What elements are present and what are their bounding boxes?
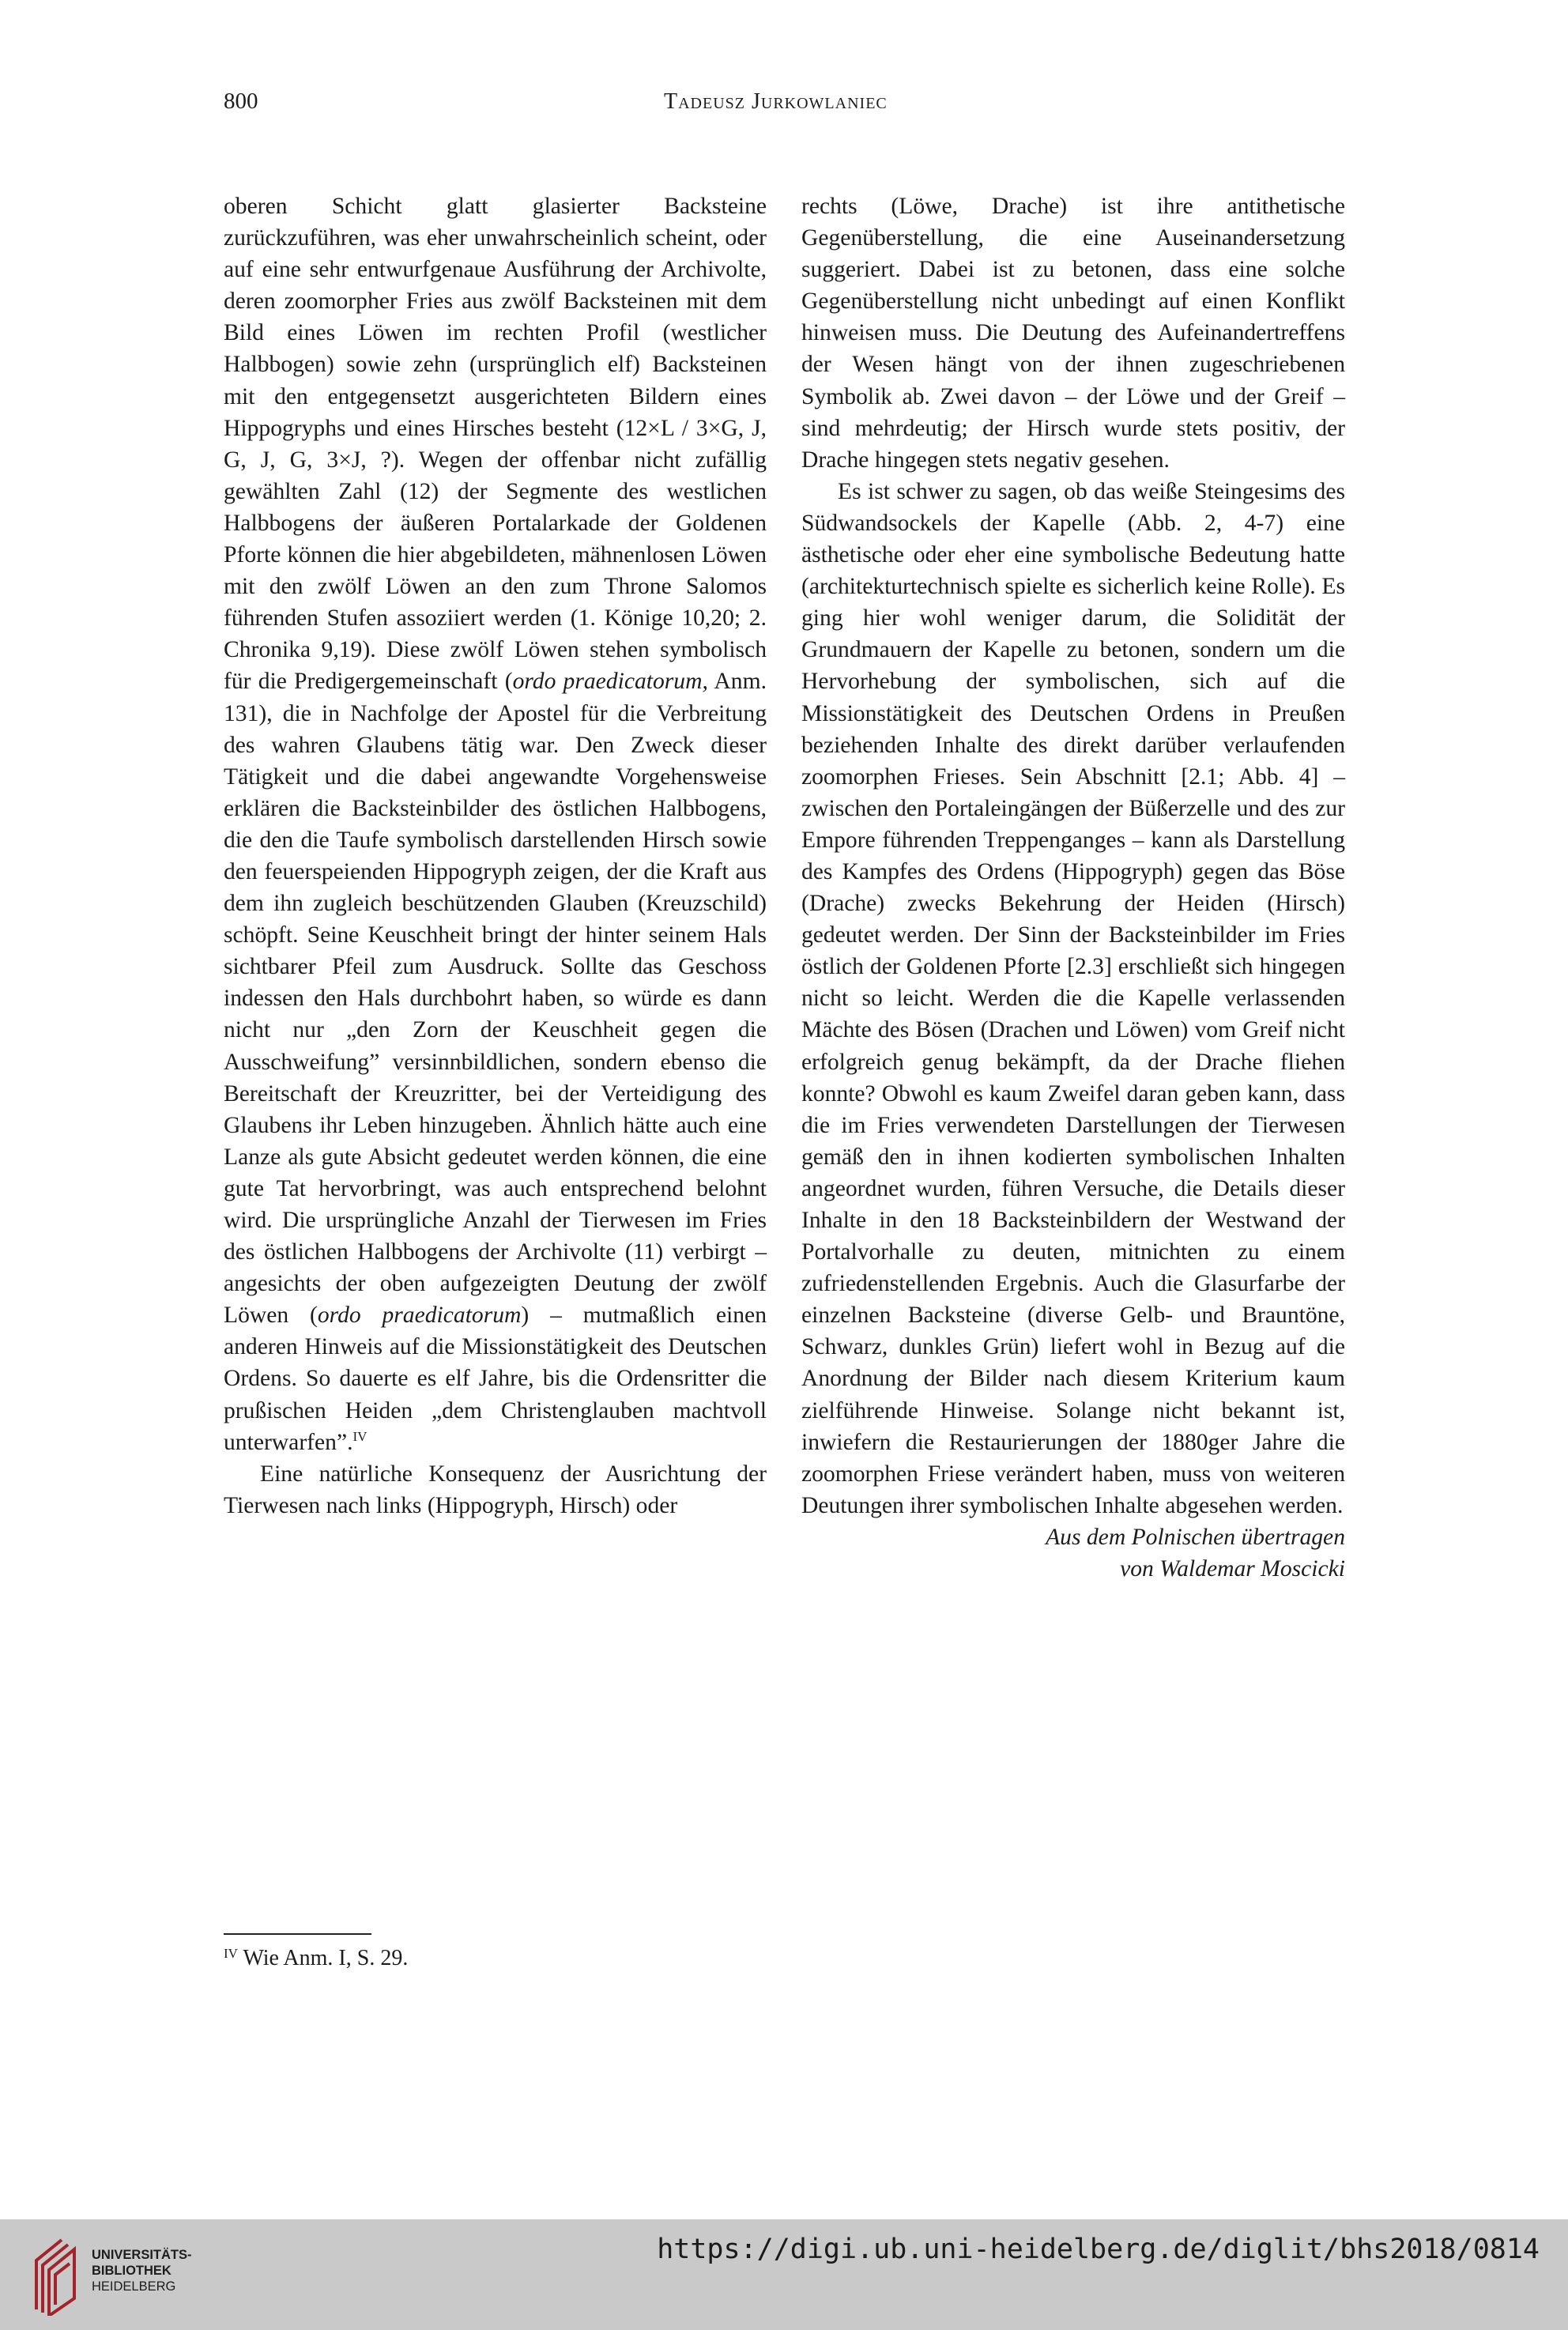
- left-p1-italic-ordo-2: ordo praedicatorum: [317, 1303, 522, 1329]
- translation-credit: [801, 1521, 1345, 1585]
- translation-credit-line-1: Aus dem Polnischen übertragen: [1046, 1524, 1345, 1550]
- permalink-url[interactable]: https://digi.ub.uni-heidelberg.de/diglit/bhs2018/0814: [657, 2234, 1540, 2265]
- translation-credit-line-2: von Waldemar Moscicki: [1120, 1556, 1345, 1582]
- logo-line-2: BIBLIOTHEK: [92, 2264, 172, 2278]
- left-p1-text-c: ) – mutmaßlich einen anderen Hinweis auf die Missionstätigkeit des Deutschen Ordens. So dauerte es elf Jahre, bis die Ordensritter die prußischen Heiden „dem Christenglauben machtvoll unterwarfen”.: [224, 1303, 767, 1455]
- logo-line-3: HEIDELBERG: [92, 2279, 176, 2294]
- running-head-author: Tadeusz Jurkowlaniec: [664, 89, 888, 114]
- footnote-mark: IV: [224, 1946, 238, 1961]
- footnote-text: Wie Anm. I, S. 29.: [237, 1946, 409, 1970]
- footnote: [224, 1946, 408, 1971]
- library-logo-icon[interactable]: [32, 2234, 82, 2316]
- logo-line-1: UNIVERSITÄTS-: [92, 2248, 192, 2262]
- footnote-divider: [224, 1933, 371, 1935]
- left-p1-text-a: oberen Schicht glatt glasierter Backsteine zurückzuführen, was eher unwahrscheinlich scheint, oder auf eine sehr entwurfgenaue Ausführung der Archivolte, deren zoomorpher Fries aus zwölf Backsteinen mit dem Bild eines Löwen im rechten Profil (westlicher Halbbogen) sowie zehn (ursprünglich elf) Backsteinen mit den entgegensetzt ausgerichteten Bildern eines Hippogryphs und eines Hirsches besteht (12×L / 3×G, J, G, J, G, 3×J, ?). Wegen der offenbar nicht zufällig gewählten Zahl (12) der Segmente des westlichen Halbbogens der äußeren Portalarkade der Goldenen Pforte können die hier abgebildeten, mähnenlosen Löwen mit den zwölf Löwen an den zum Throne Salomos führenden Stufen assoziiert werden (1. Könige 10,20; 2. Chronika 9,19). Diese zwölf Löwen stehen symbolisch für die Predigergemeinschaft (: [224, 194, 767, 695]
- left-column: [224, 190, 767, 1521]
- left-paragraph-2: Eine natürliche Konsequenz der Ausrichtung der Tierwesen nach links (Hippogryph, Hirsch) oder: [224, 1461, 767, 1518]
- library-logo-text: [92, 2247, 192, 2294]
- left-p1-italic-ordo-1: ordo praedicatorum,: [512, 669, 708, 695]
- left-p1-text-b: Anm. 131), die in Nachfolge der Apostel für die Verbreitung des wahren Glaubens tätig war. Den Zweck dieser Tätigkeit und die dabei angewandte Vorgehensweise erklären die Backsteinbilder des östlichen Halbbogens, die den die Taufe symbolisch darstellenden Hirsch sowie den feuerspeienden Hippogryph zeigen, der die Kraft aus dem ihn zugleich beschützenden Glauben (Kreuzschild) schöpft. Seine Keuschheit bringt der hinter seinem Hals sichtbarer Pfeil zum Ausdruck. Sollte das Geschoss indessen den Hals durchbohrt haben, so würde es dann nicht nur „den Zorn der Keuschheit gegen die Ausschweifung” versinnbildlichen, sondern ebenso die Bereitschaft der Kreuzritter, bei der Verteidigung des Glaubens ihr Leben hinzugeben. Ähnlich hätte auch eine Lanze als gute Absicht gedeutet werden können, die eine gute Tat hervorbringt, was auch entsprechend belohnt wird. Die ursprüngliche Anzahl der Tierwesen im Fries des östlichen Halbbogens der Archivolte (11) verbirgt – angesichts der oben aufgezeigten Deutung der zwölf Löwen (: [224, 669, 767, 1329]
- right-paragraph-2: Es ist schwer zu sagen, ob das weiße Steingesims des Südwandsockels der Kapelle (Abb. 2, 4-7) eine ästhetische oder eher eine symbolische Bedeutung hatte (architekturtechnisch spielte es sicherlich keine Rolle). Es ging hier wohl weniger darum, die Solidität der Grundmauern der Kapelle zu betonen, sondern um die Hervorhebung der symbolischen, sich auf die Missionstätigkeit des Deutschen Ordens in Preußen beziehenden Inhalte des direkt darüber verlaufenden zoomorphen Frieses. Sein Abschnitt [2.1; Abb. 4] – zwischen den Portaleingängen der Büßerzelle und des zur Empore führenden Treppenganges – kann als Darstellung des Kampfes des Ordens (Hippogryph) gegen das Böse (Drache) zwecks Bekehrung der Heiden (Hirsch) gedeutet werden. Der Sinn der Backsteinbilder im Fries östlich der Goldenen Pforte [2.3] erschließt sich hingegen nicht so leicht. Werden die die Kapelle verlassenden Mächte des Bösen (Drachen und Löwen) vom Greif nicht erfolgreich genug bekämpft, da der Drache fliehen konnte? Obwohl es kaum Zweifel daran geben kann, dass die im Fries verwendeten Darstellungen der Tierwesen gemäß den in ihnen kodierten symbolischen Inhalten angeordnet wurden, führen Versuche, die Details dieser Inhalte in den 18 Backsteinbildern der Westwand der Portalvorhalle zu deuten, mitnichten zu einem zufriedenstellenden Ergebnis. Auch die Glasurfarbe der einzelnen Backsteine (diverse Gelb- und Brauntöne, Schwarz, dunkles Grün) liefert wohl in Bezug auf die Anordnung der Bilder nach diesem Kriterium kaum zielführende Hinweise. Solange nicht bekannt ist, inwiefern die Restaurierungen der 1880ger Jahre die zoomorphen Friese verändert haben, muss von weiteren Deutungen ihrer symbolischen Inhalte abgesehen werden.: [801, 478, 1345, 1518]
- footnote-reference[interactable]: IV: [352, 1428, 368, 1444]
- right-column: [801, 190, 1345, 1585]
- left-paragraph-1: [224, 190, 767, 1458]
- right-paragraph-1: rechts (Löwe, Drache) ist ihre antithetische Gegenüberstellung, die eine Auseinandersetzung suggeriert. Dabei ist zu betonen, dass eine solche Gegenüberstellung nicht unbedingt auf einen Konflikt hinweisen muss. Die Deutung des Aufeinandertreffens der Wesen hängt von der ihnen zugeschriebenen Symbolik ab. Zwei davon – der Löwe und der Greif – sind mehrdeutig; der Hirsch wurde stets positiv, der Drache hingegen stets negativ gesehen.: [801, 194, 1345, 473]
- page-number: 800: [224, 89, 258, 114]
